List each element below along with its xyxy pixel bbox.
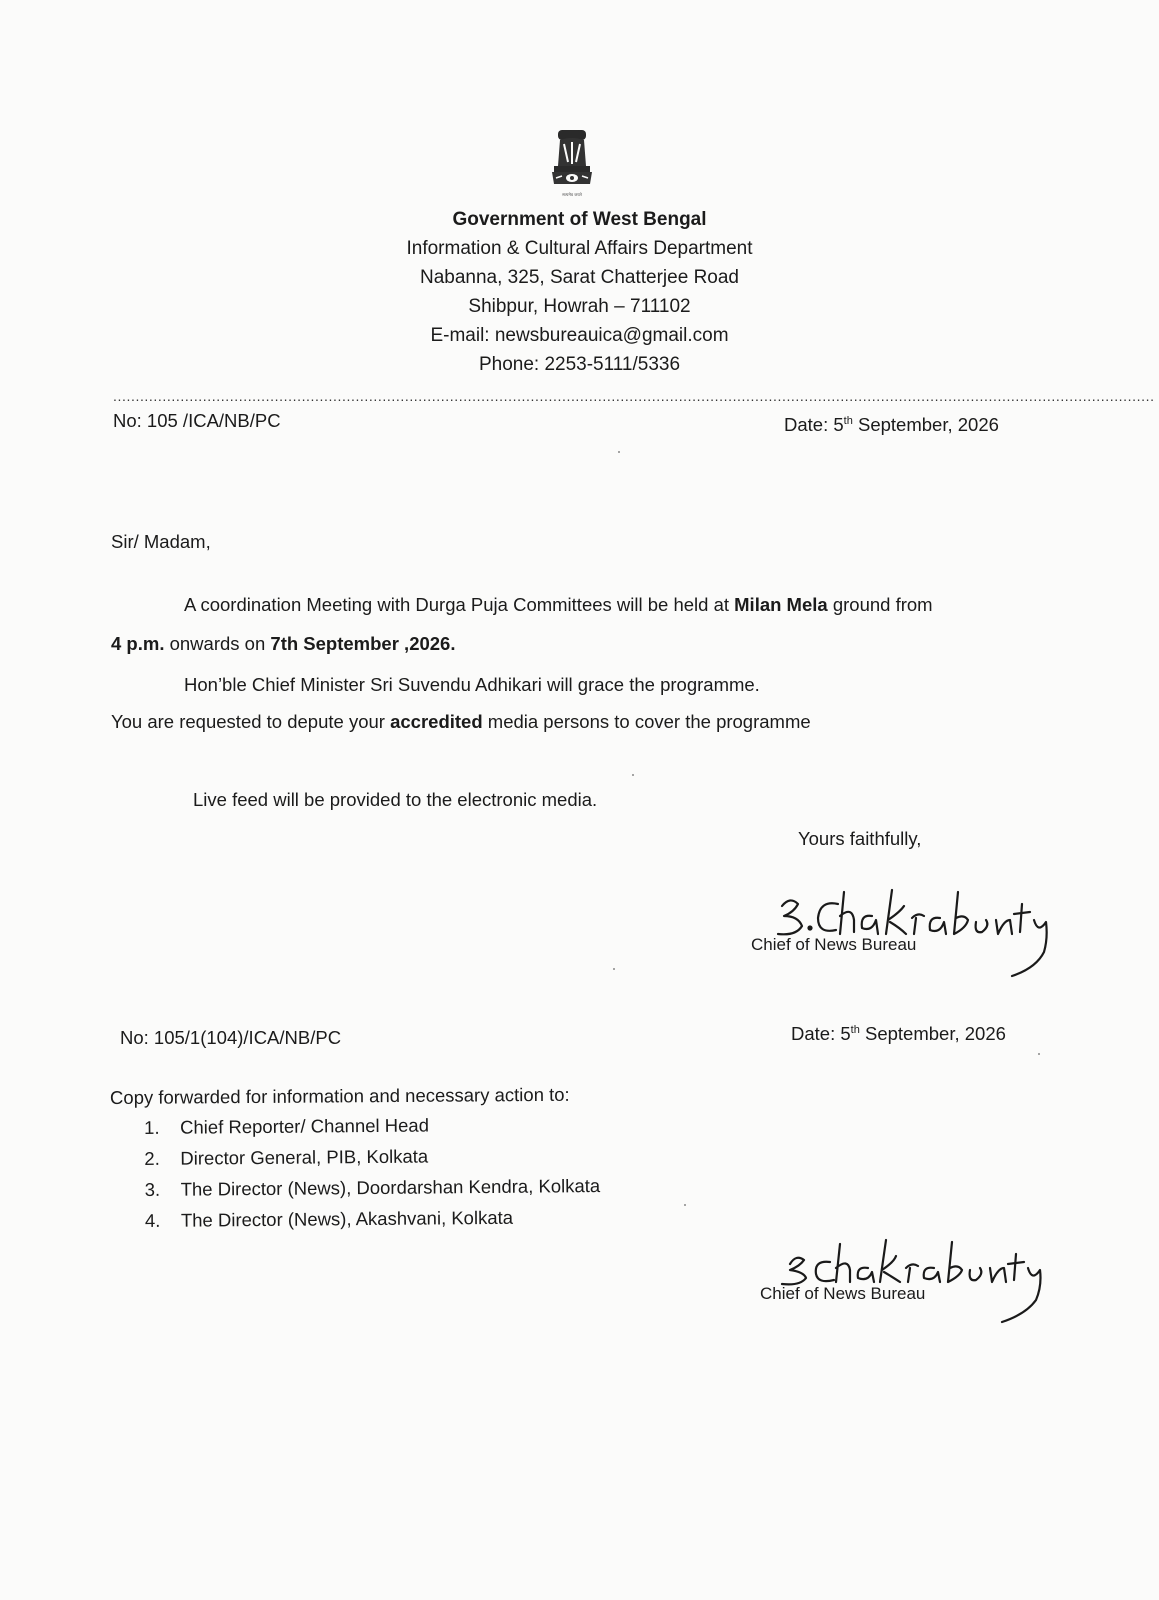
paragraph-2: Hon’ble Chief Minister Sri Suvendu Adhikari will grace the programme.: [184, 674, 760, 695]
department-name: Information & Cultural Affairs Department: [406, 238, 753, 259]
paper-speck: [613, 968, 615, 970]
government-name: Government of West Bengal: [452, 209, 707, 230]
list-item: 4. The Director (News), Akashvani, Kolkata: [144, 1206, 514, 1231]
salutation: Sir/ Madam,: [111, 531, 211, 552]
closing: Yours faithfully,: [798, 828, 922, 849]
paragraph-1-cont: 4 p.m. onwards on 7th September ,2026.: [111, 633, 456, 654]
designation-1: Chief of News Bureau: [751, 935, 917, 954]
phone-line: Phone: 2253-5111/5336: [478, 354, 681, 375]
paragraph-3: You are requested to depute your accredited media persons to cover the programme: [111, 711, 811, 732]
state-emblem-icon: [544, 126, 600, 202]
list-item: 1. Chief Reporter/ Channel Head: [144, 1114, 430, 1138]
copy-ref-number: No: 105/1(104)/ICA/NB/PC: [120, 1027, 342, 1048]
paper-speck: [1038, 1053, 1040, 1055]
paragraph-4: Live feed will be provided to the electronic media.: [193, 789, 598, 810]
paper-speck: [632, 774, 634, 776]
address-line-2: Shibpur, Howrah – 711102: [468, 296, 691, 317]
paragraph-1: A coordination Meeting with Durga Puja Committees will be held at Milan Mela ground from: [184, 594, 933, 615]
paper-speck: [618, 451, 620, 453]
list-item: 3. The Director (News), Doordarshan Kendra, Kolkata: [144, 1175, 601, 1200]
address-line-1: Nabanna, 325, Sarat Chatterjee Road: [420, 267, 739, 288]
memo-ref-number: No: 105 /ICA/NB/PC: [113, 410, 281, 431]
signature-1: [768, 882, 1058, 982]
paper-speck: [684, 1204, 686, 1206]
memo-date: Date: 5th September, 2026: [784, 414, 999, 435]
copy-forwarded-intro: Copy forwarded for information and necessary action to:: [109, 1083, 570, 1108]
copy-date: Date: 5th September, 2026: [791, 1023, 1006, 1044]
list-item: 2. Director General, PIB, Kolkata: [144, 1145, 429, 1169]
dotted-separator: ........................................................................................................................................................................................................................................: [113, 388, 1155, 404]
emblem-motto: सत्यमेव जयते: [562, 192, 582, 197]
email-line: E-mail: newsbureauica@gmail.com: [430, 325, 729, 346]
designation-2: Chief of News Bureau: [760, 1284, 926, 1303]
